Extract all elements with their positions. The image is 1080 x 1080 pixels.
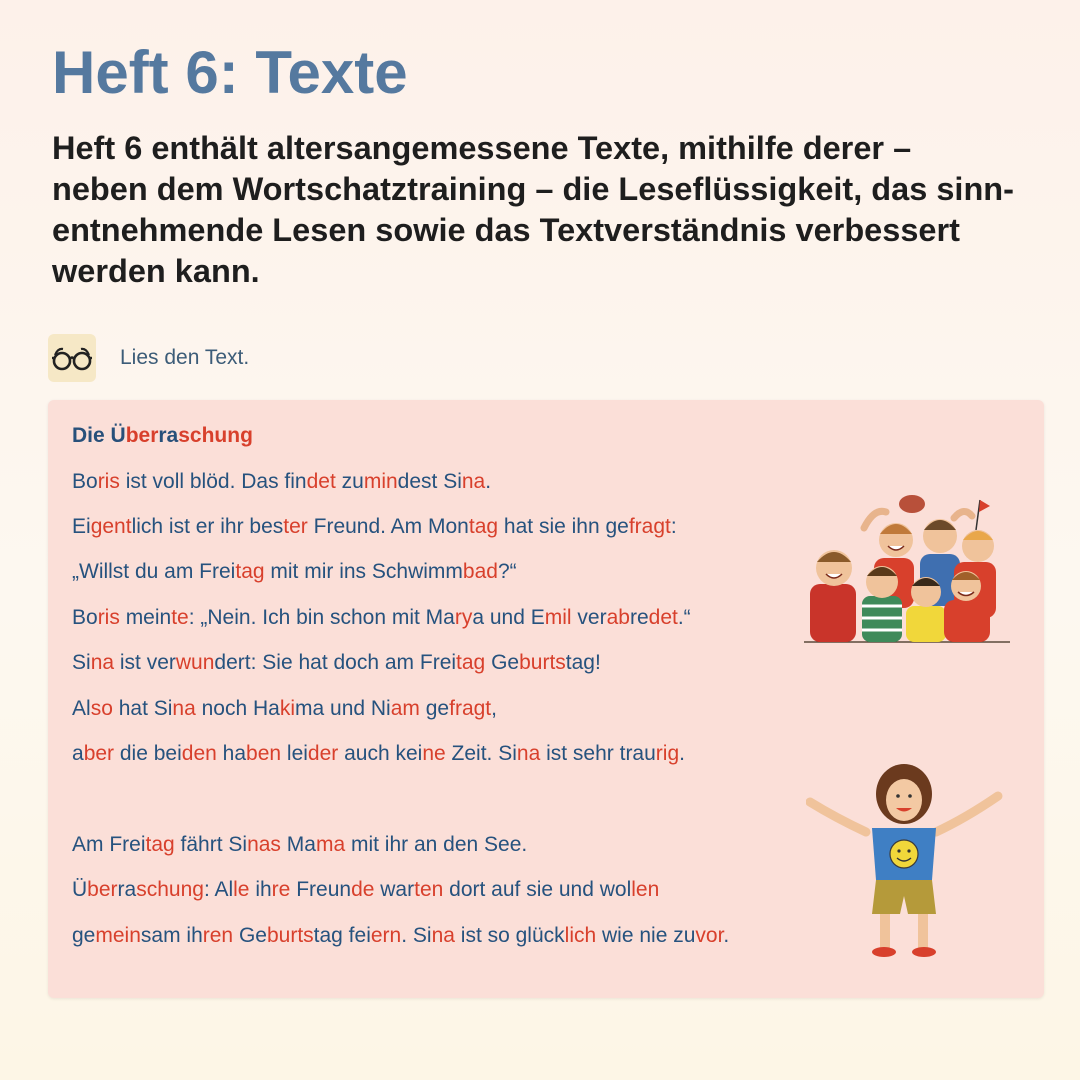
story-line [72,560,517,584]
text-segment: ma und Ni [295,697,391,720]
highlighted-syllable: ris [97,470,120,493]
highlighted-syllable: so [90,697,113,720]
text-segment: , [491,697,497,720]
text-segment: . [723,924,730,947]
intro-paragraph [52,128,1042,292]
text-segment: ha [216,742,247,765]
highlighted-syllable: fragt [449,697,492,720]
highlighted-syllable: ren [202,924,234,947]
story-line [72,697,497,721]
highlighted-syllable: lich [564,924,597,947]
text-segment: fährt Si [174,833,248,856]
highlighted-syllable: na [90,651,115,674]
children-group-illustration [804,488,1014,648]
highlighted-syllable: ben [246,742,282,765]
highlighted-syllable: det [306,470,336,493]
text-segment: „Willst du am Frei [72,560,236,583]
text-segment: a [72,742,84,765]
text-segment: ?“ [497,560,517,583]
highlighted-syllable: schung [136,878,204,901]
text-segment: Si [72,651,91,674]
text-segment: Ge [485,651,520,674]
text-segment: ra [158,424,179,447]
highlighted-syllable: ern [370,924,402,947]
intro-line: neben dem Wortschatztraining – die Leseflüssigkeit, das sinn- [52,171,1014,207]
story-line [72,742,685,766]
story-line [72,833,527,857]
text-segment: wie nie zu [596,924,696,947]
text-segment: Ge [233,924,267,947]
text-segment: Bo [72,606,98,629]
highlighted-syllable: schung [178,424,253,447]
text-segment: hat sie ihn ge [498,515,629,538]
highlighted-syllable: ris [97,606,120,629]
text-segment: lei [281,742,308,765]
highlighted-syllable: mil [544,606,572,629]
text-segment: ist voll blöd. Das fin [119,470,307,493]
highlighted-syllable: fragt [628,515,671,538]
story-line [72,470,491,494]
highlighted-syllable: len [631,878,660,901]
highlighted-syllable: re [271,878,291,901]
highlighted-syllable: gent [90,515,132,538]
text-segment: hat Si [112,697,173,720]
text-segment: ih [249,878,272,901]
text-segment: Ma [280,833,316,856]
highlighted-syllable: le [233,878,250,901]
instruction-row [48,334,249,382]
text-segment: ist ver [114,651,176,674]
highlighted-syllable: det [648,606,678,629]
highlighted-syllable: mein [95,924,141,947]
story-line [72,878,659,902]
highlighted-syllable: der [307,742,339,765]
text-segment: tag fei [313,924,371,947]
text-segment: sam ih [140,924,203,947]
highlighted-syllable: ry [454,606,473,629]
intro-line: entnehmende Lesen sowie das Textverständnis verbessert [52,212,960,248]
girl-arms-open-illustration [806,762,1006,962]
text-segment: lich ist er ihr bes [131,515,284,538]
highlighted-syllable: ne [422,742,446,765]
text-segment: Am Frei [72,833,146,856]
story-line [72,606,691,630]
highlighted-syllable: na [461,470,486,493]
text-segment: mit ihr an den See. [345,833,528,856]
text-segment: . Si [401,924,432,947]
highlighted-syllable: ten [414,878,444,901]
text-segment: : „Nein. Ich bin schon mit Ma [188,606,455,629]
highlighted-syllable: wun [175,651,215,674]
text-segment: war [374,878,415,901]
text-segment: a und E [472,606,545,629]
text-segment: ver [571,606,607,629]
intro-line: Heft 6 enthält altersangemessene Texte, mithilfe derer – [52,130,912,166]
text-segment: Al [72,697,91,720]
highlighted-syllable: ma [315,833,346,856]
text-segment: Ei [72,515,91,538]
glasses-icon [48,334,96,382]
text-segment: noch Ha [195,697,280,720]
text-segment: Freund. Am Mon [307,515,469,538]
text-segment: mein [119,606,172,629]
page-title: Heft 6: Texte [52,39,408,106]
text-segment: dest Si [397,470,462,493]
highlighted-syllable: ter [283,515,308,538]
text-segment: ge [72,924,96,947]
intro-line: werden kann. [52,253,260,289]
text-segment: Ü [72,878,88,901]
text-segment: Bo [72,470,98,493]
text-segment: re [629,606,649,629]
highlighted-syllable: am [390,697,420,720]
story-card [48,400,1044,998]
highlighted-syllable: ab [606,606,630,629]
highlighted-syllable: den [181,742,217,765]
highlighted-syllable: nas [247,833,281,856]
text-segment: .“ [677,606,691,629]
text-segment: mit mir ins Schwimm [264,560,463,583]
text-segment: ist so glück [454,924,565,947]
highlighted-syllable: ber [87,878,118,901]
highlighted-syllable: na [172,697,196,720]
text-segment: dert: Sie hat doch am Frei [214,651,457,674]
instruction-text: Lies den Text. [120,346,250,369]
story-line [72,515,677,539]
text-segment: : [670,515,677,538]
text-segment: . [679,742,685,765]
highlighted-syllable: vor [695,924,724,947]
story-line [72,651,601,675]
highlighted-syllable: ber [125,424,159,447]
highlighted-syllable: burts [266,924,314,947]
highlighted-syllable: bad [462,560,498,583]
highlighted-syllable: tag [145,833,175,856]
highlighted-syllable: ber [83,742,115,765]
text-segment: die bei [114,742,182,765]
highlighted-syllable: tag [468,515,499,538]
text-segment: ist sehr trau [540,742,656,765]
text-segment: tag! [565,651,601,674]
highlighted-syllable: te [171,606,189,629]
highlighted-syllable: na [516,742,541,765]
text-segment: ra [117,878,137,901]
text-segment: . [485,470,492,493]
text-segment: : Al [203,878,234,901]
highlighted-syllable: tag [235,560,265,583]
highlighted-syllable: burts [519,651,566,674]
story-line [72,924,729,948]
highlighted-syllable: ki [279,697,296,720]
highlighted-syllable: de [351,878,375,901]
text-segment: zu [335,470,364,493]
text-segment: Die Ü [72,424,126,447]
highlighted-syllable: rig [655,742,680,765]
text-segment: Zeit. Si [445,742,517,765]
highlighted-syllable: tag [456,651,486,674]
text-segment: dort auf sie und wol [443,878,632,901]
text-segment: ge [419,697,450,720]
text-segment: Freun [290,878,352,901]
highlighted-syllable: min [363,470,398,493]
story-title [72,424,253,448]
highlighted-syllable: na [431,924,455,947]
text-segment: auch kei [338,742,423,765]
